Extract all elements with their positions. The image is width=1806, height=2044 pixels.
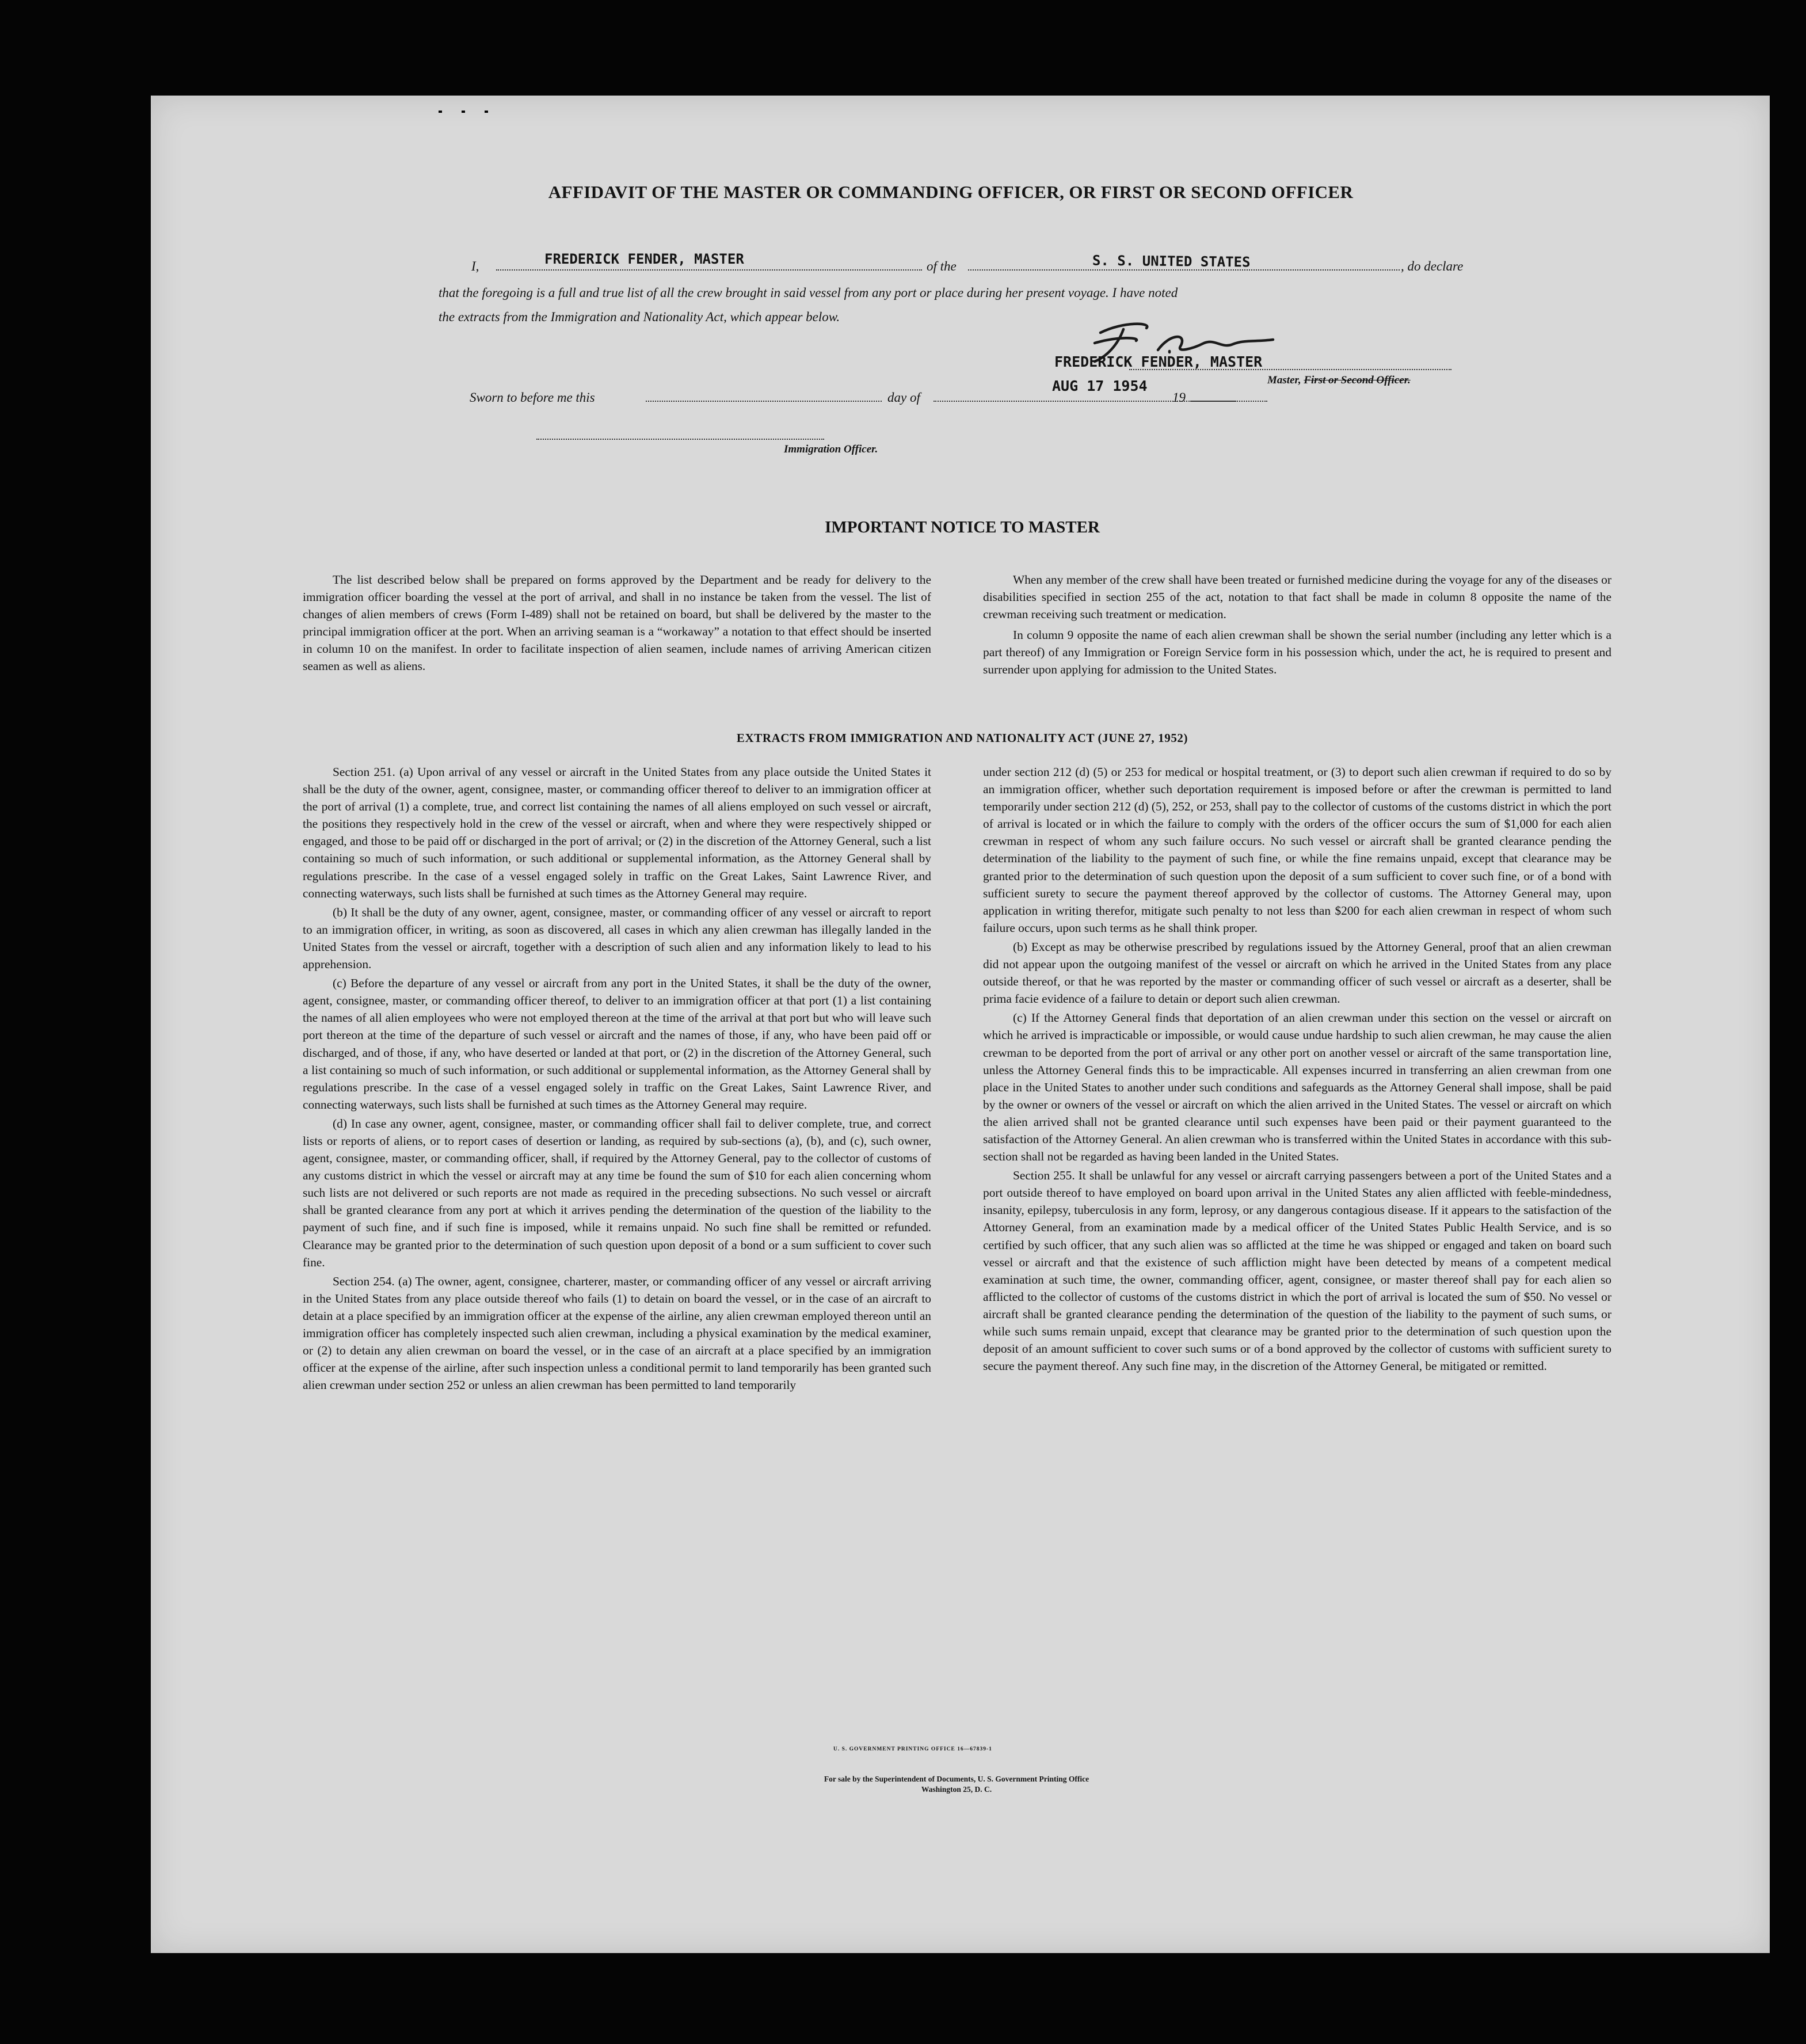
document-page bbox=[151, 96, 1770, 1953]
affidavit-title: AFFIDAVIT OF THE MASTER OR COMMANDING OFFICER, OR FIRST OR SECOND OFFICER bbox=[548, 182, 1354, 202]
notice-right-column bbox=[983, 571, 1611, 679]
notice-right-paragraph-2: In column 9 opposite the name of each alien crewman shall be shown the serial number (including any letter which is a part thereof) of any Immigration or Foreign Service form in his possession which, under the act, he is required to present and surrender upon applying for admission to the United States. bbox=[983, 628, 1611, 677]
speck bbox=[462, 111, 465, 113]
i-label: I, bbox=[471, 259, 479, 273]
date-stamp: AUG 17 1954 bbox=[1052, 378, 1148, 394]
extracts-title: EXTRACTS FROM IMMIGRATION AND NATIONALITY ACT (JUNE 27, 1952) bbox=[736, 731, 1188, 745]
speck bbox=[439, 111, 442, 113]
section-254b: (b) Except as may be otherwise prescribed by regulations issued by the Attorney General, proof that an alien crewman did not appear upon the outgoing manifest of the vessel or aircraft on which he arrived in the United States from any place outside thereof, or that he was reported by the master or commanding officer of such vessel or aircraft as a deserter, shall be prima facie evidence of a failure to detain or deport such alien crewman. bbox=[983, 939, 1611, 1006]
section-254a-continued: under section 212 (d) (5) or 253 for medical or hospital treatment, or (3) to deport such alien crewman if required to do so by an immigration officer, whether such deportation requirement is imposed before or after the crewman is permitted to land temporarily under section 212 (d) (5), 252, or 253, shall pay to the collector of customs of the customs district in which the port of arrival is located or in which the failure to comply with the orders of the officer occurs the sum of $1,000 for each alien crewman in respect of whom any such failure occurs. No such vessel or aircraft shall be granted clearance pending the determination of the liability to the payment of such fine, or while the fine remains unpaid, except that clearance may be granted prior to the determination of such question upon the deposit of a sum sufficient to cover such fine, or of a bond with sufficient surety to secure the payment thereof approved by the collector of customs. The Attorney General may, upon application in writing therefor, mitigate such penalty to not less than $200 for each alien crewman in respect of whom such failure occurs, upon such terms as he shall think proper. bbox=[983, 765, 1611, 935]
immigration-officer-label: Immigration Officer. bbox=[784, 443, 878, 455]
notice-left-paragraph: The list described below shall be prepared on forms approved by the Department and be ready for delivery to the immigration officer boarding the vessel at the port of arrival, and shall in no instance be taken from the vessel. The list of changes of alien members of crews (Form I-489) shall not be retained on board, but shall be delivered by the master to the principal immigration officer at the port. When an arriving seaman is a “workaway” a notation to that effect should be inserted in column 10 on the manifest. In order to facilitate inspection of alien seamen, include names of arriving American citizen seamen as well as aliens. bbox=[303, 573, 931, 673]
year-line bbox=[1190, 401, 1236, 402]
sworn-label: Sworn to before me this bbox=[470, 390, 595, 405]
officer-signature-line bbox=[536, 439, 824, 440]
vessel-name: S. S. UNITED STATES bbox=[1092, 252, 1251, 271]
footer-sale-line-1: For sale by the Superintendent of Documents, U. S. Government Printing Office bbox=[824, 1775, 1089, 1783]
signature-typed-name: FREDERICK FENDER, MASTER bbox=[1054, 353, 1263, 370]
affidavit-body-line1: that the foregoing is a full and true list of all the crew brought in said vessel from any port or place during her present voyage. I have noted bbox=[439, 286, 1178, 300]
affidavit-body-line2: the extracts from the Immigration and Nationality Act, which appear below. bbox=[439, 310, 840, 324]
master-name: FREDERICK FENDER, MASTER bbox=[544, 251, 744, 267]
extracts-right-column bbox=[983, 763, 1611, 1375]
of-the-label: of the bbox=[927, 259, 957, 273]
sworn-day-line bbox=[646, 401, 882, 402]
section-251b: (b) It shall be the duty of any owner, agent, consignee, master, or commanding officer of any vessel or aircraft to report to an immigration officer, in writing, as soon as discovered, all cases in which any alien crewman has illegally landed in the United States from the vessel or aircraft, together with a description of such alien and any information likely to lead to his apprehension. bbox=[303, 905, 931, 972]
footer-sale-notice bbox=[726, 1774, 1187, 1795]
signer-role bbox=[1267, 374, 1411, 387]
extracts-left-column bbox=[303, 763, 931, 1394]
section-251c: (c) Before the departure of any vessel or aircraft from any port in the United States, it shall be the duty of the owner, agent, consignee, master, or commanding officer thereof, to deliver to an immigration officer at that port (1) a list containing the names of all alien employees who were not employed thereon at the time of the arrival at that port but who will leave such port thereon at the time of the departure of such vessel or aircraft and the names of those, if any, who have been paid off or discharged, and of those, if any, who have deserted or landed at that port, or (2) in the discretion of the Attorney General, such a list containing so much of such information, or such additional or supplemental information, as the Attorney General shall by regulations prescribe. In the case of a vessel engaged solely in traffic on the Great Lakes, Saint Lawrence River, and connecting waterways, such lists shall be furnished at such times as the Attorney General may require. bbox=[303, 976, 931, 1112]
section-251a: Section 251. (a) Upon arrival of any vessel or aircraft in the United States from any place outside the United States it shall be the duty of the owner, agent, consignee, master, or commanding officer thereof to deliver to an immigration officer at the port of arrival (1) a complete, true, and correct list containing the names of all aliens employed on such vessel or aircraft, the positions they respectively hold in the crew of the vessel or aircraft, when and where they were respectively shipped or engaged, and those to be paid off or discharged in the port of arrival; or (2) in the discretion of the Attorney General, such a list containing so much of such information, or such additional or supplemental information, as the Attorney General shall by regulations prescribe. In the case of a vessel engaged solely in traffic on the Great Lakes, Saint Lawrence River, and connecting waterways, such lists shall be furnished at such times as the Attorney General may require. bbox=[303, 765, 931, 900]
vessel-line bbox=[968, 269, 1400, 271]
do-declare: , do declare bbox=[1401, 259, 1464, 273]
notice-left-column bbox=[303, 571, 931, 675]
footer-sale-line-2: Washington 25, D. C. bbox=[921, 1785, 992, 1794]
day-of-label: day of bbox=[887, 390, 920, 405]
signer-role-struck: First or Second Officer. bbox=[1304, 374, 1411, 386]
signature-line bbox=[1129, 369, 1451, 370]
speck bbox=[485, 111, 488, 113]
section-254a-start: Section 254. (a) The owner, agent, consignee, charterer, master, or commanding officer of any vessel or aircraft arriving in the United States from any place outside thereof who fails (1) to detain on board the vessel, or in the case of an aircraft to detain at a place specified by an immigration officer at the expense of the airline, any alien crewman employed thereon until an immigration officer has completely inspected such alien crewman, including a physical examination by the medical examiner, or (2) to detain any alien crewman on board the vessel, or in the case of an aircraft at a place specified by an immigration officer at the expense of the airline, after such inspection unless a conditional permit to land temporarily has been granted such alien crewman under section 252 or unless an alien crewman has been permitted to land temporarily bbox=[303, 1274, 931, 1392]
notice-right-paragraph-1: When any member of the crew shall have been treated or furnished medicine during the voyage for any of the diseases or disabilities specified in section 255 of the act, notation to that fact shall be made in column 8 opposite the name of the crewman receiving such treatment or medication. bbox=[983, 573, 1611, 622]
year-prefix: 19 bbox=[1172, 390, 1186, 405]
section-255: Section 255. It shall be unlawful for any vessel or aircraft carrying passengers between a port of the United States and a port outside thereof to have employed on board upon arrival in the United States any alien afflicted with feeble-mindedness, insanity, epilepsy, tuberculosis in any form, leprosy, or any dangerous contagious disease. If it appears to the satisfaction of the Attorney General, from an examination made by a medical officer of the United States Public Health Service, and is so certified by such officer, that any such alien was so afflicted at the time he was shipped or engaged and taken on board such vessel or aircraft and that the existence of such affliction might have been detected by means of a competent medical examination at such time, the owner, commanding officer, agent, consignee, or master thereof shall pay for each alien so afflicted to the collector of customs of the customs district in which the port of arrival is located the sum of $50. No vessel or aircraft shall be granted clearance pending the determination of the question of the liability to the payment of such sums, or while such sums remain unpaid, except that clearance may be granted prior to the determination of such question upon the deposit of an amount sufficient to cover such sums or of a bond approved by the collector of customs with sufficient surety to secure the payment thereof. Any such fine may, in the discretion of the Attorney General, be mitigated or remitted. bbox=[983, 1168, 1611, 1373]
notice-title: IMPORTANT NOTICE TO MASTER bbox=[825, 518, 1100, 536]
section-254c: (c) If the Attorney General finds that deportation of an alien crewman under this section on the vessel or aircraft on which he arrived is impracticable or impossible, or would cause undue hardship to such alien crewman, he may cause the alien crewman to be deported from the port of arrival or any other port on another vessel or aircraft of the same transportation line, unless the Attorney General finds this to be impracticable. All expenses incurred in transferring an alien crewman from one place in the United States to another under such conditions and safeguards as the Attorney General shall impose, shall be paid by the owner or owners of the vessel or aircraft on which the alien arrived in the United States. The vessel or aircraft on which the alien arrived shall not be granted clearance until such expenses have been paid or their payment guaranteed to the satisfaction of the Attorney General. An alien crewman who is transferred within the United States in accordance with this sub-section shall not be regarded as having been landed in the United States. bbox=[983, 1011, 1611, 1164]
master-name-line bbox=[496, 269, 922, 271]
section-251d: (d) In case any owner, agent, consignee, master, or commanding officer shall fail to deliver complete, true, and correct lists or reports of aliens, or to report cases of desertion or landing, as required by sub-sections (a), (b), and (c), such owner, agent, consignee, master, or commanding officer, shall, if required by the Attorney General, pay to the collector of customs of any customs district in which the vessel or aircraft may at any time be found the sum of $10 for each alien concerning whom such lists are not delivered or such reports are not made as required in the preceding subsections. No such vessel or aircraft shall be granted clearance from any port at which it arrives pending the determination of the question of the liability to the payment of such fine, and if such fine is imposed, while it remains unpaid. No such fine shall be remitted or refunded. Clearance may be granted prior to the determination of such question upon deposit of a bond or a sum sufficient to cover such fine. bbox=[303, 1116, 931, 1269]
gpo-code: U. S. GOVERNMENT PRINTING OFFICE 16—67839-1 bbox=[833, 1746, 992, 1752]
signer-role-prefix: Master, bbox=[1267, 374, 1301, 386]
